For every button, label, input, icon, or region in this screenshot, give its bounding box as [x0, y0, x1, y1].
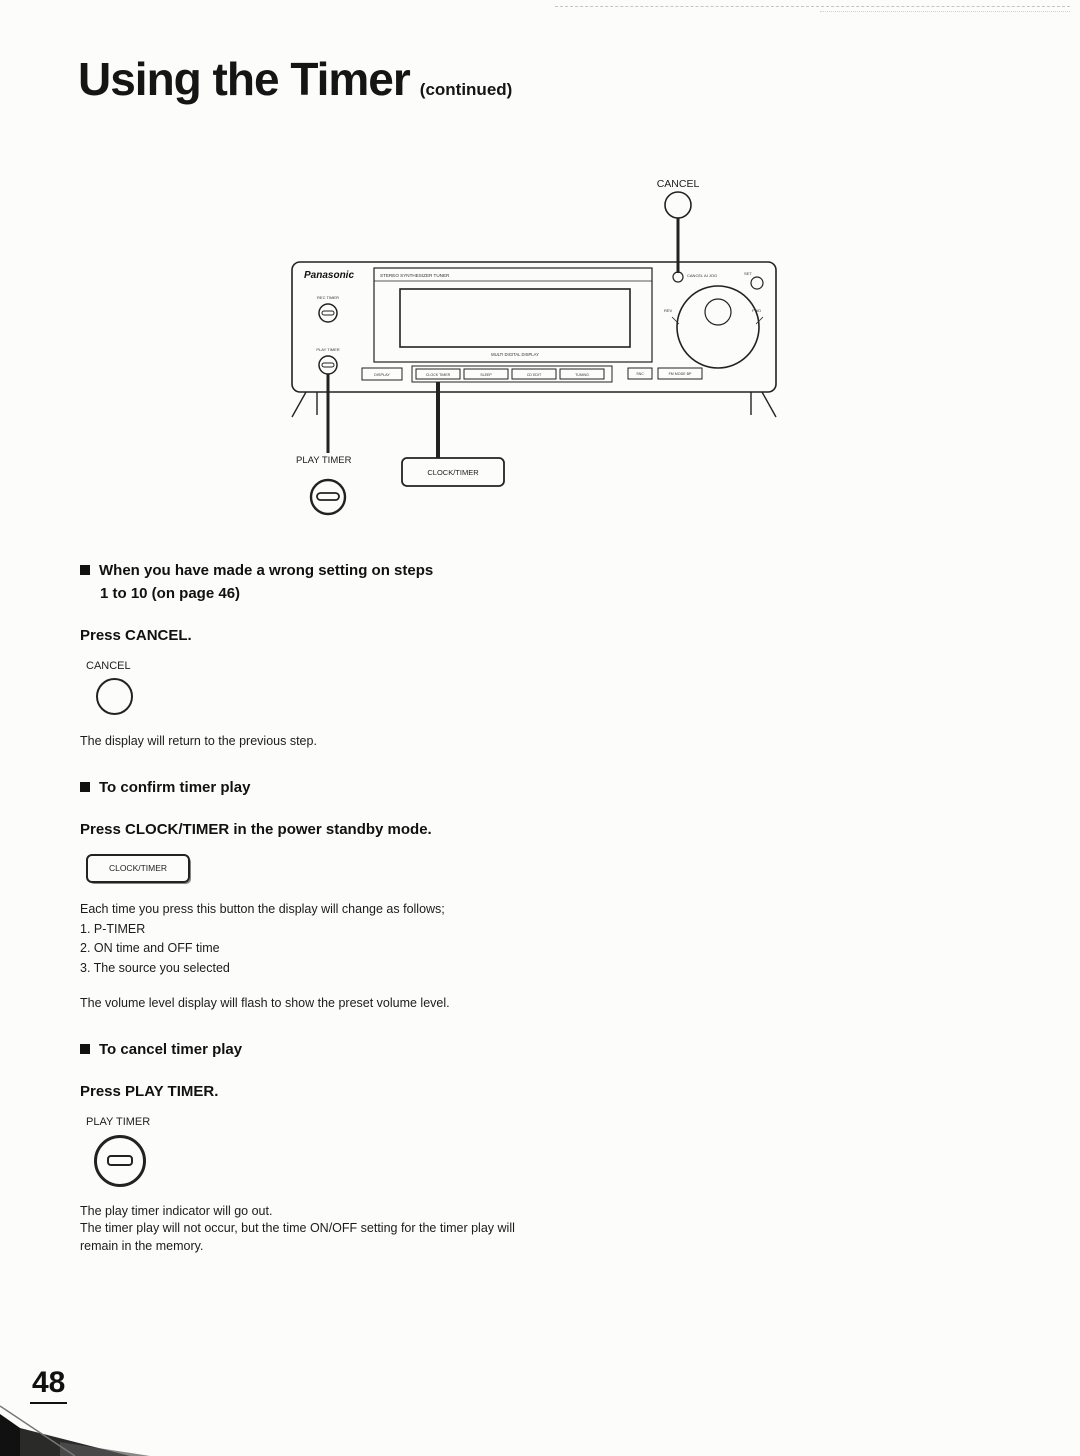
sleep-button-label: SLEEP	[480, 373, 492, 377]
section-bullet	[80, 565, 90, 575]
section-heading	[80, 777, 555, 800]
play-timer-button-icon	[94, 1135, 146, 1187]
page-title	[78, 52, 512, 106]
set-label: SET	[744, 271, 752, 276]
fm-mode-button-label: FM MODE BP	[668, 372, 692, 376]
play-timer-note-1: The play timer indicator will go out.	[80, 1203, 273, 1218]
press-cancel-instruction: Press CANCEL.	[80, 627, 192, 644]
scan-artifact-line	[555, 6, 1070, 7]
cancel-button-icon	[96, 678, 133, 715]
play-timer-callout-slot	[317, 493, 339, 500]
press-play-timer-instruction: Press PLAY TIMER.	[80, 1083, 219, 1101]
display-block	[374, 268, 652, 362]
instructions	[80, 560, 555, 1255]
clock-timer-button-icon	[86, 854, 190, 883]
page-title-text: Using the Timer	[78, 53, 410, 105]
section-bullet	[80, 782, 90, 792]
display-step-1: 1. P-TIMER	[80, 921, 146, 936]
section-confirm-timer-play	[80, 777, 555, 1013]
display-button-label: DISPLAY	[374, 373, 390, 377]
section-cancel-timer-play	[80, 1039, 555, 1255]
panel-title-label: STEREO SYNTHESIZER TUNER	[380, 273, 450, 278]
set-button	[751, 277, 763, 289]
section-heading-text: To confirm timer play	[99, 778, 251, 796]
page-title-suffix: (continued)	[419, 80, 513, 99]
scan-artifact-line	[820, 11, 1070, 12]
cancel-callout-icon	[665, 192, 691, 218]
section-heading	[80, 560, 555, 605]
left-foot	[292, 392, 306, 417]
clock-timer-intro: Each time you press this button the display will change as follows;	[80, 902, 445, 917]
play-timer-callout-icon	[311, 480, 345, 514]
play-timer-button-caption: PLAY TIMER	[86, 1116, 151, 1129]
cd-edit-button-label: CD EDIT	[526, 373, 542, 377]
rec-timer-label: REC TIMER	[317, 295, 339, 300]
clock-timer-button-icon-label: CLOCK/TIMER	[108, 862, 168, 873]
device-diagram	[260, 165, 800, 535]
clock-timer-button-label: CLOCK TIMER	[425, 373, 451, 377]
section-wrong-setting	[80, 560, 555, 751]
cancel-ai-jog-label: CANCEL AI JOG	[687, 273, 718, 278]
play-timer-button-slot	[107, 1155, 133, 1166]
section-heading	[80, 1039, 555, 1062]
display-step-3: 3. The source you selected	[80, 960, 230, 975]
snc-button-label: SNC	[636, 372, 644, 376]
play-timer-note-2: The timer play will not occur, but the time ON/OFF setting for the timer play will remain in the memory.	[80, 1221, 515, 1253]
cancel-note: The display will return to the previous step.	[80, 734, 317, 749]
press-clock-timer-instruction: Press CLOCK/TIMER in the power standby mode.	[80, 821, 432, 839]
display-step-2: 2. ON time and OFF time	[80, 941, 220, 956]
tuning-button-label: TUNING	[575, 373, 589, 377]
page-number: 48	[30, 1366, 67, 1404]
play-timer-slot	[322, 363, 334, 367]
section-heading-text: When you have made a wrong setting on steps	[99, 562, 434, 579]
section-bullet	[80, 1044, 90, 1054]
brand-logo: Panasonic	[304, 270, 355, 281]
jog-dial-inner	[705, 299, 731, 325]
right-foot	[762, 392, 776, 417]
clock-timer-callout-label: CLOCK/TIMER	[427, 468, 479, 477]
scan-corner-artifact	[0, 1396, 170, 1456]
rev-label: REV	[664, 308, 673, 313]
rec-timer-slot	[322, 311, 334, 315]
cancel-panel-button	[673, 272, 683, 282]
jog-dial	[677, 286, 762, 368]
section-heading-text: To cancel timer play	[99, 1040, 243, 1058]
multi-display-window	[400, 289, 630, 347]
cancel-callout-label: CANCEL	[656, 178, 700, 190]
volume-level-note: The volume level display will flash to show the preset volume level.	[80, 996, 450, 1011]
play-timer-callout-label: PLAY TIMER	[296, 455, 352, 466]
cancel-button-caption: CANCEL	[86, 660, 131, 672]
display-caption: MULTI DIGITAL DISPLAY	[491, 352, 539, 357]
fwd-label: FWD	[752, 308, 762, 313]
play-timer-panel-label: PLAY TIMER	[316, 347, 340, 352]
section-heading-line2: 1 to 10 (on page 46)	[100, 584, 241, 602]
